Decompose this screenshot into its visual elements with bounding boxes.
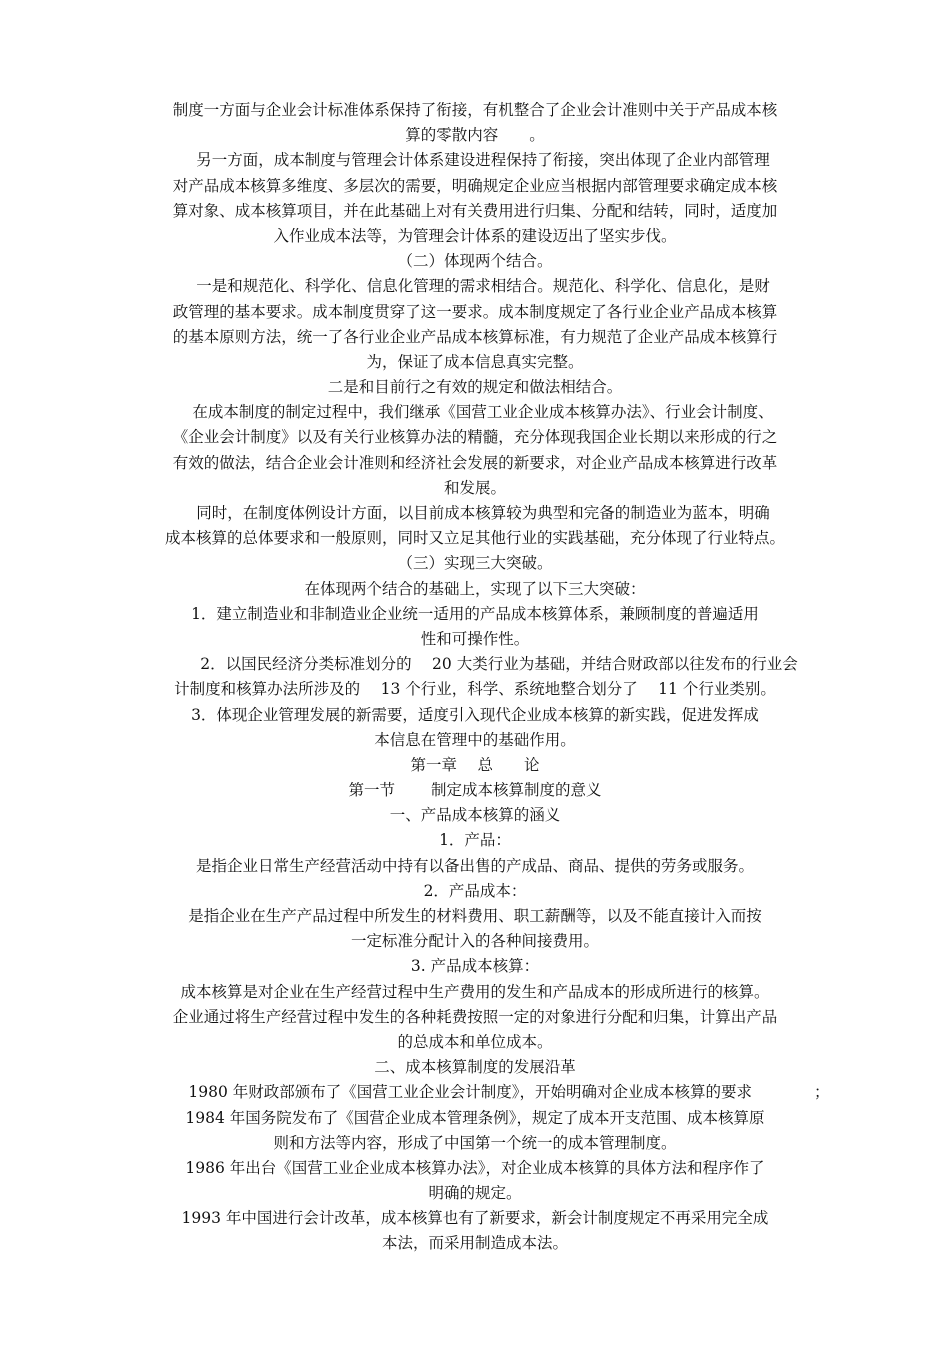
text-line: 本法，而采用制造成本法。 bbox=[381, 1234, 568, 1253]
text-line: 明确的规定。 bbox=[428, 1184, 522, 1203]
text-line: 2．产品成本： bbox=[423, 881, 527, 900]
text-line: 在体现两个结合的基础上，实现了以下三大突破： bbox=[304, 579, 646, 598]
text-line: 二是和目前行之有效的规定和做法相结合。 bbox=[327, 378, 623, 397]
text-line: 性和可操作性。 bbox=[420, 629, 530, 648]
text-line: 入作业成本法等，为管理会计体系的建设迈出了坚实步伐。 bbox=[273, 226, 677, 245]
text-line: 二、成本核算制度的发展沿革 bbox=[374, 1058, 576, 1077]
text-line: 本信息在管理中的基础作用。 bbox=[374, 730, 576, 749]
text-line: 第一节 制定成本核算制度的意义 bbox=[348, 781, 602, 800]
text-line: 有效的做法，结合企业会计准则和经济社会发展的新要求，对企业产品成本核算进行改革 bbox=[172, 453, 778, 472]
text-line: 则和方法等内容，形成了中国第一个统一的成本管理制度。 bbox=[273, 1133, 677, 1152]
text-line: 对产品成本核算多维度、多层次的需要，明确规定企业应当根据内部管理要求确定成本核 bbox=[172, 176, 778, 195]
text-line: 一是和规范化、科学化、信息化管理的需求相结合。规范化、科学化、信息化，是财 bbox=[196, 277, 770, 296]
text-line: 企业通过将生产经营过程中发生的各种耗费按照一定的对象进行分配和归集，计算出产品 bbox=[172, 1007, 778, 1026]
text-line: 制度一方面与企业会计标准体系保持了衔接，有机整合了企业会计准则中关于产品成本核 bbox=[172, 101, 778, 119]
text-line: 的总成本和单位成本。 bbox=[397, 1032, 553, 1051]
text-line: 1．建立制造业和非制造业企业统一适用的产品成本核算体系，兼顾制度的普遍适用 bbox=[191, 604, 759, 623]
text-line: 为，保证了成本信息真实完整。 bbox=[366, 352, 584, 371]
text-line: 政管理的基本要求。成本制度贯穿了这一要求。成本制度规定了各行业企业产品成本核算 bbox=[172, 302, 778, 321]
text-line: 1984 年国务院发布了《国营企业成本管理条例》，规定了成本开支范围、成本核算原 bbox=[185, 1108, 765, 1127]
text-line: 1．产品： bbox=[439, 831, 511, 850]
text-line: 1980 年财政部颁布了《国营工业企业会计制度》，开始明确对企业成本核算的要求 ； bbox=[188, 1083, 830, 1102]
text-line: （三）实现三大突破。 bbox=[397, 554, 553, 573]
text-line: 3. 产品成本核算： bbox=[410, 957, 540, 976]
text-line: 算的零散内容 。 bbox=[405, 126, 545, 145]
text-line: 和发展。 bbox=[443, 478, 506, 497]
document-page bbox=[90, 98, 860, 1257]
text-line: 2．以国民经济分类标准划分的 20 大类行业为基础，并结合财政部以往发布的行业会 bbox=[200, 655, 798, 674]
text-line: 是指企业在生产产品过程中所发生的材料费用、职工薪酬等，以及不能直接计入而按 bbox=[188, 907, 762, 925]
text-line: 3．体现企业管理发展的新需要，适度引入现代企业成本核算的新实践，促进发挥成 bbox=[191, 705, 759, 724]
text-line: 在成本制度的制定过程中，我们继承《国营工业企业成本核算办法》、行业会计制度、 bbox=[192, 403, 774, 422]
text-line: （二）体现两个结合。 bbox=[397, 252, 553, 271]
text-line: 第一章 总 论 bbox=[410, 755, 540, 774]
text-line: 是指企业日常生产经营活动中持有以备出售的产成品、商品、提供的劳务或服务。 bbox=[195, 856, 754, 875]
text-line: 成本核算的总体要求和一般原则，同时又立足其他行业的实践基础，充分体现了行业特点。 bbox=[164, 529, 785, 548]
text-line: 1993 年中国进行会计改革，成本核算也有了新要求，新会计制度规定不再采用完全成 bbox=[181, 1209, 769, 1228]
text-line: 的基本原则方法，统一了各行业企业产品成本核算标准，有力规范了企业产品成本核算行 bbox=[172, 327, 778, 346]
text-line: 同时，在制度体例设计方面，以目前成本核算较为典型和完备的制造业为蓝本，明确 bbox=[196, 504, 770, 522]
text-line: 另一方面，成本制度与管理会计体系建设进程保持了衔接，突出体现了企业内部管理 bbox=[196, 151, 770, 170]
text-line: 一、产品成本核算的涵义 bbox=[389, 806, 561, 825]
text-line: 一定标准分配计入的各种间接费用。 bbox=[350, 932, 599, 951]
text-line: 《企业会计制度》以及有关行业核算办法的精髓，充分体现我国企业长期以来形成的行之 bbox=[172, 428, 778, 447]
text-line: 成本核算是对企业在生产经营过程中生产费用的发生和产品成本的形成所进行的核算。 bbox=[180, 982, 770, 1001]
text-line: 算对象、成本核算项目，并在此基础上对有关费用进行归集、分配和结转，同时，适度加 bbox=[172, 201, 778, 220]
text-line: 1986 年出台《国营工业企业成本核算办法》，对企业成本核算的具体方法和程序作了 bbox=[185, 1158, 765, 1177]
text-line: 计制度和核算办法所涉及的 13 个行业，科学、系统地整合划分了 11 个行业类别。 bbox=[174, 680, 776, 699]
